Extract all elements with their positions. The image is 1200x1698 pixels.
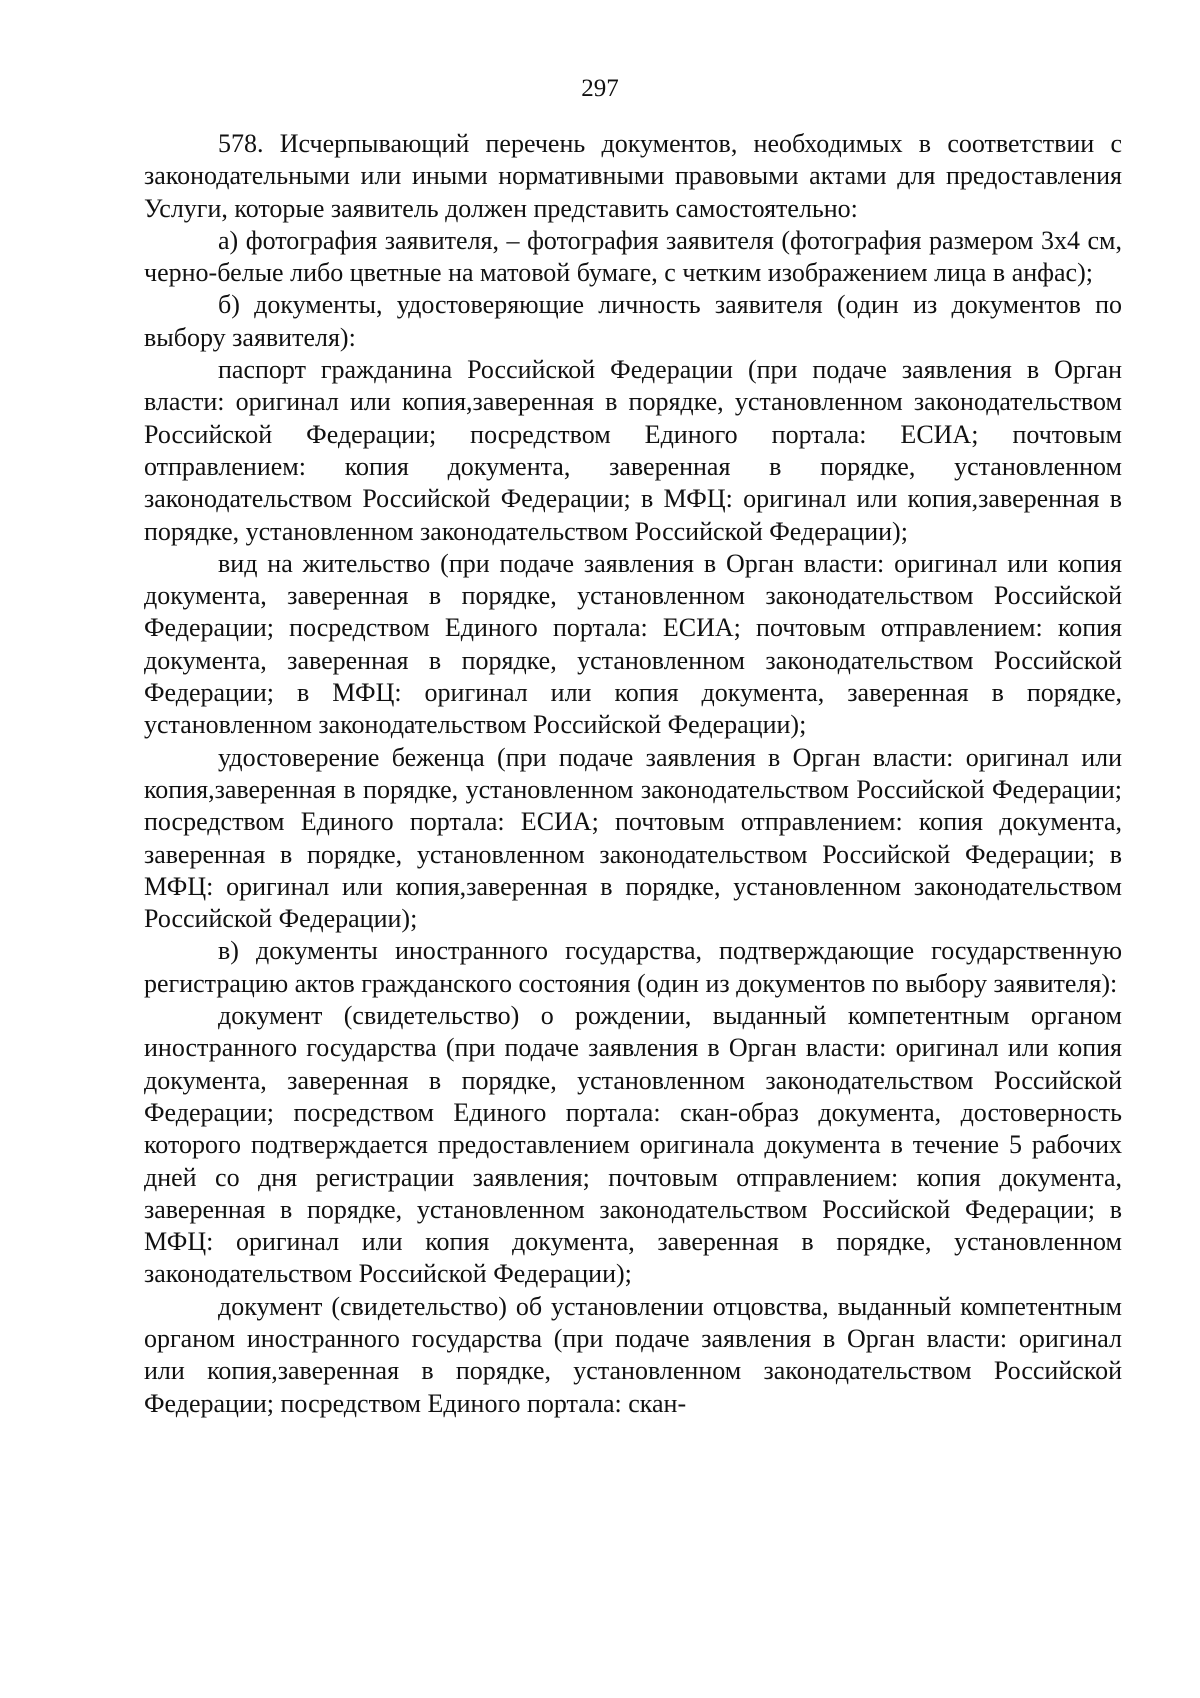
paragraph-paternity-certificate: документ (свидетельство) об установлении отцовства, выданный компетентным органом иностранного государства (при подаче заявления в Орган власти: оригинал или копия,заверенная в порядке, установленном законодательством Российской Федерации; посредством Единого портала: скан- — [144, 1291, 1122, 1418]
page-number: 297 — [581, 75, 619, 102]
paragraph-item-v-foreign-docs: в) документы иностранного государства, подтверждающие государственную регистрацию актов гражданского состояния (один из документов по выбору заявителя): — [144, 936, 1122, 998]
paragraph-birth-certificate: документ (свидетельство) о рождении, выданный компетентным органом иностранного государства (при подаче заявления в Орган власти: оригинал или копия документа, заверенная в порядке, установленном законодательством Российской Федерации; посредством Единого портала: скан-образ документа, достоверность которого подтверждается предоставлением оригинала документа в течение 5 рабочих дней со дня регистрации заявления; почтовым отправлением: копия документа, заверенная в порядке, установленном законодательством Российской Федерации; в МФЦ: оригинал или копия документа, заверенная в порядке, установленном законодательством Российской Федерации); — [144, 1001, 1122, 1289]
paragraph-passport: паспорт гражданина Российской Федерации (при подаче заявления в Орган власти: оригинал или копия,заверенная в порядке, установленном законодательством Российской Федерации; посредством Единого портала: ЕСИА; почтовым отправлением: копия документа, заверенная в порядке, установленном законодательством Российской Федерации; в МФЦ: оригинал или копия,заверенная в порядке, установленном законодательством Российской Федерации); — [144, 355, 1122, 546]
paragraph-578-intro: 578. Исчерпывающий перечень документов, необходимых в соответствии с законодательными или иными нормативными правовыми актами для предоставления Услуги, которые заявитель должен представить самостоятельно: — [144, 129, 1122, 223]
document-text — [144, 128, 1122, 1420]
paragraph-refugee-certificate: удостоверение беженца (при подаче заявления в Орган власти: оригинал или копия,заверенная в порядке, установленном законодательством Российской Федерации; посредством Единого портала: ЕСИА; почтовым отправлением: копия документа, заверенная в порядке, установленном законодательством Российской Федерации; в МФЦ: оригинал или копия,заверенная в порядке, установленном законодательством Российской Федерации); — [144, 742, 1122, 934]
paragraph-item-b-identity-docs: б) документы, удостоверяющие личность заявителя (один из документов по выбору заявителя): — [144, 290, 1122, 352]
paragraph-residence-permit: вид на жительство (при подаче заявления в Орган власти: оригинал или копия документа, заверенная в порядке, установленном законодательством Российской Федерации; посредством Единого портала: ЕСИА; почтовым отправлением: копия документа, заверенная в порядке, установленном законодательством Российской Федерации; в МФЦ: оригинал или копия документа, заверенная в порядке, установленном законодательством Российской Федерации); — [144, 548, 1122, 740]
paragraph-item-a-photo: а) фотография заявителя, – фотография заявителя (фотография размером 3х4 см, черно-белые либо цветные на матовой бумаге, с четким изображением лица в анфас); — [144, 225, 1122, 288]
